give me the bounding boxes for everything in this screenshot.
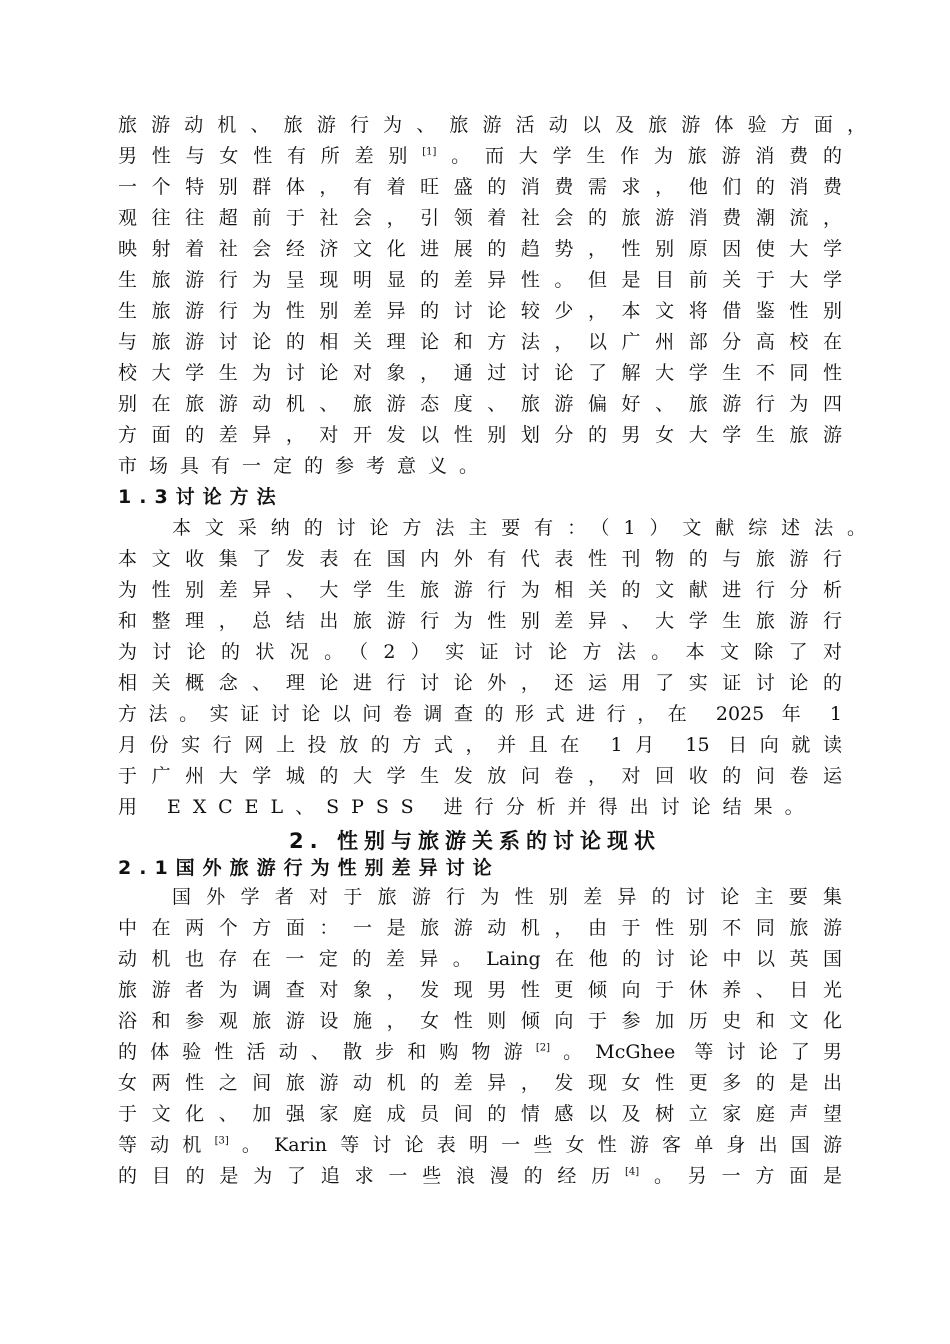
citation-3: [3]: [214, 1135, 229, 1147]
para3-line-6-tail: 。McGhee 等讨论了男: [549, 1041, 842, 1063]
para2-line-4: 和整理，总结出旅游行为性别差异、大学生旅游行: [118, 610, 842, 632]
para3-line-10-tail: 。另一方面是: [639, 1165, 842, 1187]
para2-line-1: 本文采纳的讨论方法主要有：（1）文献综述法。: [172, 517, 866, 539]
para1-line-4: 观往往超前于社会，引领着社会的旅游消费潮流，: [118, 207, 842, 229]
citation-4: [4]: [625, 1166, 640, 1178]
para3-line-1: 国外学者对于旅游行为性别差异的讨论主要集: [172, 886, 842, 908]
para3-line-8: 于文化、加强家庭成员间的情感以及树立家庭声望: [118, 1103, 842, 1125]
para2-line-10: 用 EXCEL、SPSS 进行分析并得出讨论结果。: [118, 796, 816, 818]
para3-line-6-text: 的体验性活动、散步和购物游: [118, 1041, 536, 1063]
para3-line-9-tail: 。Karin等讨论表明一些女性游客单身出国游: [228, 1134, 842, 1156]
para3-line-10-text: 的目的是为了追求一些浪漫的经历: [118, 1165, 625, 1187]
section-heading-2-1: 2.1国外旅游行为性别差异讨论: [118, 857, 500, 879]
para3-line-4: 旅游者为调查对象，发现男性更倾向于休养、日光: [118, 979, 842, 1001]
para1-line-9: 校大学生为讨论对象，通过讨论了解大学生不同性: [118, 362, 842, 384]
para2-line-9: 于广州大学城的大学生发放问卷，对回收的问卷运: [118, 765, 842, 787]
para1-line-10: 别在旅游动机、旅游态度、旅游偏好、旅游行为四: [118, 393, 842, 415]
para3-line-5: 浴和参观旅游设施，女性则倾向于参加历史和文化: [118, 1010, 842, 1032]
para2-line-8: 月份实行网上投放的方式，并且在 1月 15 日向就读: [118, 734, 842, 756]
para1-line-8: 与旅游讨论的相关理论和方法，以广州部分高校在: [118, 331, 842, 353]
para3-line-9-text: 等动机: [118, 1134, 215, 1156]
para1-line-2-tail: 。而大学生作为旅游消费的: [436, 145, 842, 167]
para2-line-7: 方法。实证讨论以问卷调查的形式进行，在 2025 年 1: [118, 703, 842, 725]
citation-1: [1]: [422, 146, 437, 158]
chapter-title: 2. 性别与旅游关系的讨论现状: [289, 829, 661, 853]
para1-line-7: 生旅游行为性别差异的讨论较少，本文将借鉴性别: [118, 300, 842, 322]
para2-line-6: 相关概念、理论进行讨论外，还运用了实证讨论的: [118, 672, 842, 694]
para1-line-1: 旅游动机、旅游行为、旅游活动以及旅游体验方面，: [118, 114, 866, 136]
para3-line-7: 女两性之间旅游动机的差异，发现女性更多的是出: [118, 1072, 842, 1094]
para2-line-5: 为讨论的状况。（2）实证讨论方法。本文除了对: [118, 641, 842, 663]
para3-line-2: 中在两个方面：一是旅游动机，由于性别不同旅游: [118, 917, 842, 939]
para1-line-2-text: 男性与女性有所差别: [118, 145, 423, 167]
citation-2: [2]: [535, 1042, 550, 1054]
para3-line-9: [118, 1130, 842, 1161]
para1-line-6: 生旅游行为呈现明显的差异性。但是目前关于大学: [118, 269, 842, 291]
para1-line-2: [118, 141, 842, 172]
para2-line-3: 为性别差异、大学生旅游行为相关的文献进行分析: [118, 579, 842, 601]
para3-line-3: 动机也存在一定的差异。Laing在他的讨论中以英国: [118, 948, 842, 970]
para3-line-6: [118, 1037, 842, 1068]
para2-line-2: 本文收集了发表在国内外有代表性刊物的与旅游行: [118, 548, 842, 570]
para1-line-3: 一个特别群体，有着旺盛的消费需求，他们的消费: [118, 176, 842, 198]
para1-line-5: 映射着社会经济文化进展的趋势，性别原因使大学: [118, 238, 842, 260]
section-heading-1-3: 1.3讨论方法: [118, 486, 284, 508]
para1-line-12: 市场具有一定的参考意义。: [118, 455, 491, 477]
para3-line-10: [118, 1161, 842, 1192]
para1-line-11: 方面的差异，对开发以性别划分的男女大学生旅游: [118, 424, 842, 446]
